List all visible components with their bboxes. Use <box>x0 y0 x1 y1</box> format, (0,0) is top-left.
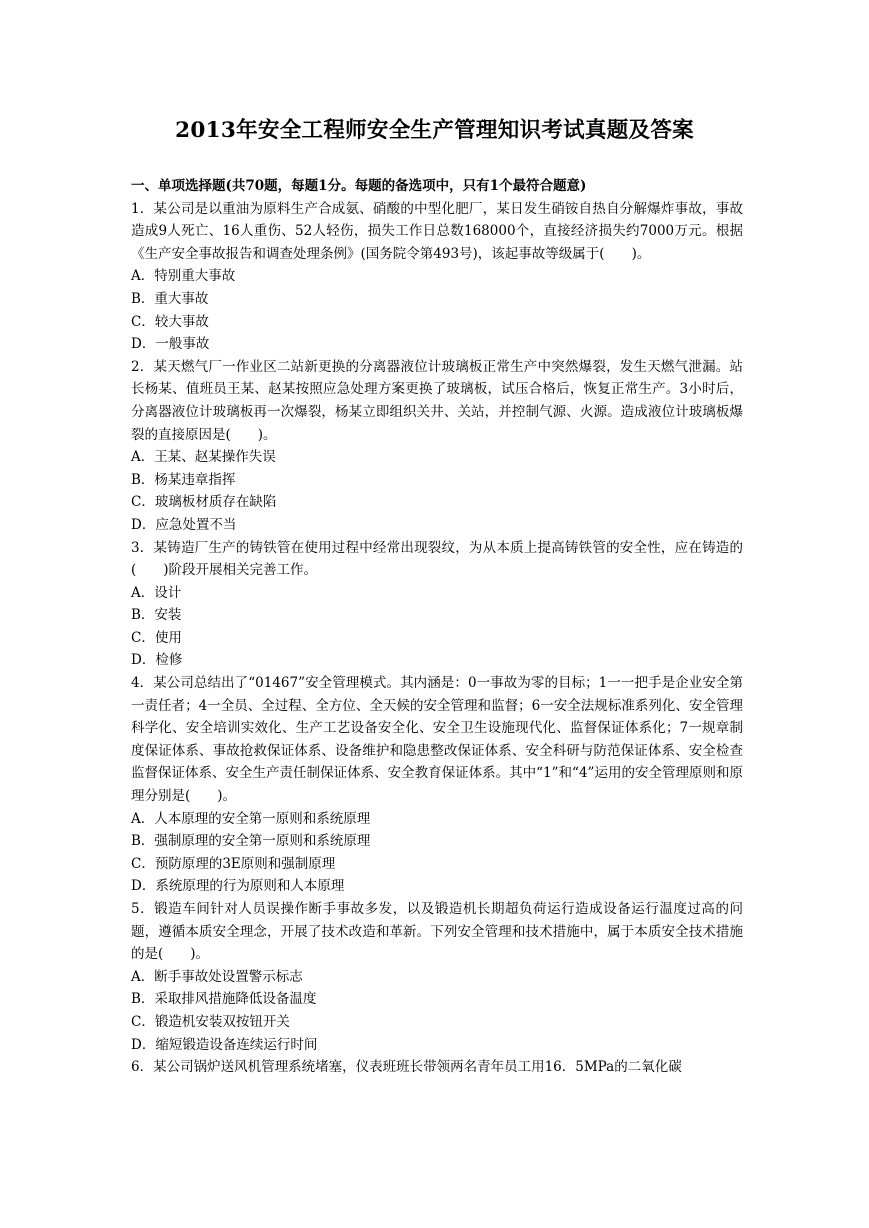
document-title: 2013年安全工程师安全生产管理知识考试真题及答案 <box>175 118 694 143</box>
question-option: B．重大事故 <box>131 290 209 307</box>
question-stem: 4．某公司总结出了“01467”安全管理模式。其内涵是：0一事故为零的目标；1一一把手是企业安全第一责任者；4一全员、全过程、全方位、全天候的安全管理和监督；6一安全法规标准系列化、安全管理科学化、安全培训实效化、生产工艺设备安全化、安全卫生设施现代化、监督保证体系化；7一规章制度保证体系、事故抢救保证体系、设备维护和隐患整改保证体系、安全科研与防范保证体系、安全检查监督保证体系、安全生产责任制保证体系、安全教育保证体系。其中“1”和“4”运用的安全管理原则和原理分别是( )。 <box>131 675 743 805</box>
question-option: C．较大事故 <box>131 313 209 330</box>
question-option: D．应急处置不当 <box>131 516 237 533</box>
question-option: A．王某、赵某操作失误 <box>131 449 276 466</box>
question-option: A．断手事故处设置警示标志 <box>131 968 303 985</box>
question <box>131 672 743 898</box>
question-option: D．系统原理的行为原则和人本原理 <box>131 878 345 895</box>
question-option: D．一般事故 <box>131 336 210 353</box>
section-heading: 一、单项选择题(共70题，每题1分。每题的备选项中，只有1个最符合题意) <box>131 178 587 194</box>
question-stem: 5．锻造车间针对人员误操作断手事故多发，以及锻造机长期超负荷运行造成设备运行温度过高的问题，遵循本质安全理念，开展了技术改造和革新。下列安全管理和技术措施中，属于本质安全技术措施的是( )。 <box>131 901 743 963</box>
question <box>131 198 743 356</box>
question <box>131 537 743 673</box>
question <box>131 1056 743 1079</box>
question <box>131 356 743 537</box>
question-option: C．玻璃板材质存在缺陷 <box>131 494 277 511</box>
question-option: C．使用 <box>131 629 182 646</box>
question-option: A．设计 <box>131 584 182 601</box>
question-option: A．特别重大事故 <box>131 268 236 285</box>
question-option: B．安装 <box>131 607 182 624</box>
question-option: C．预防原理的3E原则和强制原理 <box>131 855 336 872</box>
question-option: A．人本原理的安全第一原则和系统原理 <box>131 810 371 827</box>
question-stem: 2．某天燃气厂一作业区二站新更换的分离器液位计玻璃板正常生产中突然爆裂，发生天燃气泄漏。站长杨某、值班员王某、赵某按照应急处理方案更换了玻璃板，试压合格后，恢复正常生产。3小时后，分离器液位计玻璃板再一次爆裂，杨某立即组织关井、关站，并控制气源、火源。造成液位计玻璃板爆裂的直接原因是( )。 <box>131 358 743 443</box>
question-stem: 3．某铸造厂生产的铸铁管在使用过程中经常出现裂纹，为从本质上提高铸铁管的安全性，应在铸造的( )阶段开展相关完善工作。 <box>131 539 743 579</box>
document-body <box>131 175 743 1079</box>
question-option: B．杨某违章指挥 <box>131 471 236 488</box>
question-option: D．检修 <box>131 652 183 669</box>
question-option: D．缩短锻造设备连续运行时间 <box>131 1036 318 1053</box>
question-option: B．强制原理的安全第一原则和系统原理 <box>131 833 371 850</box>
question-stem: 1．某公司是以重油为原料生产合成氨、硝酸的中型化肥厂，某日发生硝铵自热自分解爆炸事故，事故造成9人死亡、16人重伤、52人轻伤，损失工作日总数168000个，直接经济损失约7000万元。根据《生产安全事故报告和调查处理条例》(国务院令第493号)，该起事故等级属于( )。 <box>131 200 743 262</box>
question <box>131 898 743 1056</box>
question-stem: 6．某公司锅炉送风机管理系统堵塞，仪表班班长带领两名青年员工用16．5MPa的二氧化碳 <box>131 1059 682 1076</box>
question-option: C．锻造机安装双按钮开关 <box>131 1013 290 1030</box>
question-option: B．采取排风措施降低设备温度 <box>131 991 317 1008</box>
